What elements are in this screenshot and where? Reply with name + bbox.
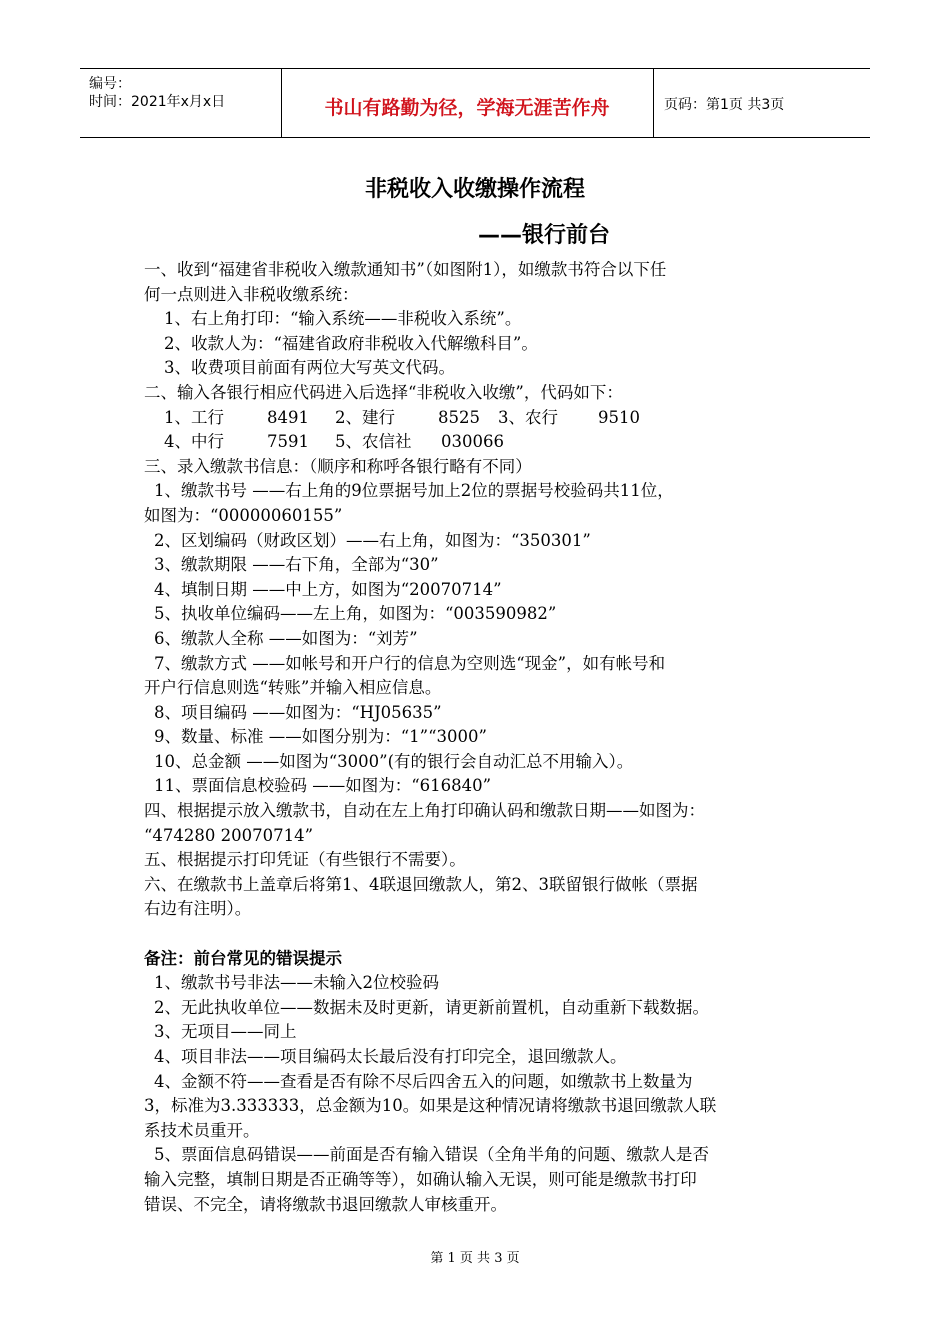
page-header bbox=[80, 68, 870, 138]
header-left-cell bbox=[80, 69, 282, 137]
bank-codes-row-1 bbox=[144, 406, 814, 431]
bank-name: 2、建行 bbox=[335, 407, 395, 427]
section-3-item-8: 8、项目编码 ——如图为：“HJ05635” bbox=[154, 702, 442, 722]
doc-title: 非税收入收缴操作流程 bbox=[364, 177, 585, 202]
bank-name: 3、农行 bbox=[498, 407, 558, 427]
bank-code: 9510 bbox=[598, 407, 640, 427]
bank-name: 5、农信社 bbox=[335, 432, 412, 452]
bank-name: 1、工行 bbox=[164, 407, 224, 427]
note-6c: 错误、不完全，请将缴款书退回缴款人审核重开。 bbox=[144, 1194, 507, 1214]
page-footer: 第 1 页 共 3 页 bbox=[430, 1251, 520, 1266]
doc-subtitle: ——银行前台 bbox=[478, 223, 611, 248]
section-6-line-a: 六、在缴款书上盖章后将第1、4联退回缴款人，第2、3联留银行做帐（票据 bbox=[144, 874, 698, 894]
section-5-line: 五、根据提示打印凭证（有些银行不需要）。 bbox=[144, 850, 466, 870]
section-4-line-a: 四、根据提示放入缴款书，自动在左上角打印确认码和缴款日期——如图为： bbox=[144, 801, 705, 821]
header-motto: 书山有路勤为径，学海无涯苦作舟 bbox=[324, 97, 610, 119]
section-3-item-11: 11、票面信息校验码 ——如图为：“616840” bbox=[154, 776, 492, 796]
section-1-item-1: 1、右上角打印：“输入系统——非税收入系统”。 bbox=[164, 309, 522, 329]
section-1-item-3: 3、收费项目前面有两位大写英文代码。 bbox=[164, 358, 455, 378]
header-page-label: 页码：第1页 共3页 bbox=[664, 97, 785, 113]
section-3-item-7b: 开户行信息则选“转账”并输入相应信息。 bbox=[144, 678, 442, 698]
note-5b: 3，标准为3.333333，总金额为10。如果是这种情况请将缴款书退回缴款人联 bbox=[144, 1096, 717, 1116]
bank-name: 4、中行 bbox=[164, 432, 224, 452]
section-3-item-10: 10、总金额 ——如图为“3000”(有的银行会自动汇总不用输入）。 bbox=[154, 751, 634, 771]
bank-code: 8491 bbox=[267, 407, 309, 427]
doc-number-label: 编号： bbox=[89, 76, 131, 92]
doc-time-label: 时间：2021年x月x日 bbox=[89, 94, 226, 110]
section-1-item-2: 2、收款人为：“福建省政府非税收入代解缴科目”。 bbox=[164, 333, 538, 353]
section-2-line: 二、输入各银行相应代码进入后选择“非税收入收缴”，代码如下： bbox=[144, 382, 623, 402]
bank-code: 7591 bbox=[267, 432, 309, 452]
section-3-item-5: 5、执收单位编码——左上角，如图为：“003590982” bbox=[154, 604, 557, 624]
section-3-item-9: 9、数量、标准 ——如图分别为：“1”“3000” bbox=[154, 727, 487, 747]
section-3-item-4: 4、填制日期 ——中上方，如图为“20070714” bbox=[154, 579, 502, 599]
note-1: 1、缴款书号非法——未输入2位校验码 bbox=[154, 973, 439, 993]
section-3-item-1b: 如图为：“00000060155” bbox=[144, 505, 343, 525]
section-3-item-7a: 7、缴款方式 ——如帐号和开户行的信息为空则选“现金”，如有帐号和 bbox=[154, 653, 666, 673]
section-3-item-6: 6、缴款人全称 ——如图为：“刘芳” bbox=[154, 628, 418, 648]
section-1-line-b: 何一点则进入非税收缴系统： bbox=[144, 284, 359, 304]
bank-code: 8525 bbox=[438, 407, 480, 427]
header-motto-cell bbox=[281, 69, 654, 137]
note-2: 2、无此执收单位——数据未及时更新，请更新前置机，自动重新下载数据。 bbox=[154, 997, 709, 1017]
doc-body bbox=[144, 258, 814, 1217]
section-3-item-3: 3、缴款期限 ——右下角，全部为“30” bbox=[154, 555, 439, 575]
section-3-item-2: 2、区划编码（财政区划）——右上角，如图为：“350301” bbox=[154, 530, 591, 550]
note-5c: 系技术员重开。 bbox=[144, 1120, 260, 1140]
note-6b: 输入完整，填制日期是否正确等等），如确认输入无误，则可能是缴款书打印 bbox=[144, 1169, 697, 1189]
notes-title: 备注：前台常见的错误提示 bbox=[144, 948, 342, 968]
note-4: 4、项目非法——项目编码太长最后没有打印完全，退回缴款人。 bbox=[154, 1047, 627, 1066]
section-3-line: 三、录入缴款书信息：（顺序和称呼各银行略有不同） bbox=[144, 456, 532, 476]
spacer bbox=[144, 922, 814, 947]
section-3-item-1a: 1、缴款书号 ——右上角的9位票据号加上2位的票据号校验码共11位， bbox=[154, 481, 674, 501]
section-1-line-a: 一、收到“福建省非税收入缴款通知书”（如图附1），如缴款书符合以下任 bbox=[144, 260, 667, 279]
section-6-line-b: 右边有注明）。 bbox=[144, 899, 252, 919]
bank-codes-row-2 bbox=[144, 430, 814, 455]
note-5a: 4、金额不符——查看是否有除不尽后四舍五入的问题，如缴款书上数量为 bbox=[154, 1071, 693, 1091]
note-3: 3、无项目——同上 bbox=[154, 1022, 297, 1042]
note-6a: 5、票面信息码错误——前面是否有输入错误（全角半角的问题、缴款人是否 bbox=[154, 1145, 709, 1165]
bank-code: 030066 bbox=[441, 432, 504, 452]
section-4-line-b: “474280 20070714” bbox=[144, 825, 314, 845]
